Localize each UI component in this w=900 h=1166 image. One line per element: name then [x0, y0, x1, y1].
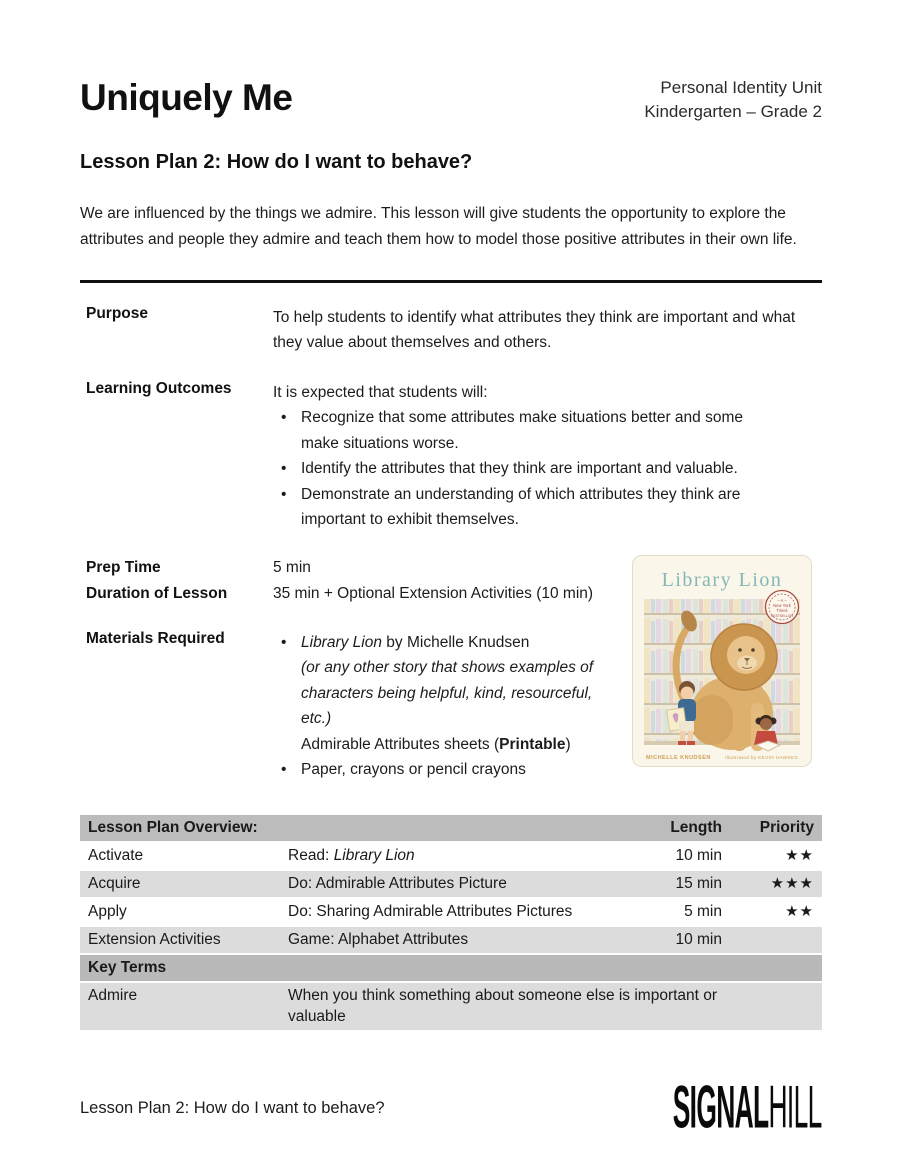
outcomes-intro: It is expected that students will: [273, 383, 488, 401]
priority-stars [730, 927, 822, 953]
page-header [80, 76, 822, 124]
book-cover-title: Library Lion [661, 568, 783, 591]
term-definition: When you think something about someone else is important or valuable [288, 987, 718, 1025]
purpose-label: Purpose [86, 304, 149, 322]
length-cell: 5 min [684, 903, 722, 920]
outcome-bullet: • Identify the attributes that they think are important and valuable. [273, 456, 773, 482]
duration-label: Duration of Lesson [86, 584, 228, 602]
term-name: Admire [88, 987, 138, 1004]
logo-signal: SIGNAL [673, 1074, 769, 1141]
signalhill-logo [673, 1074, 822, 1142]
svg-text:– A –: – A – [777, 597, 787, 603]
svg-text:New York: New York [773, 602, 791, 608]
learning-outcomes-section [80, 380, 822, 533]
table-row-acquire [80, 871, 822, 899]
book-illustrator: illustrated by KEVIN HAWKES [725, 755, 798, 761]
activity-cell: Acquire [88, 875, 141, 892]
description-cell: Do: Sharing Admirable Attributes Pictures [288, 903, 573, 920]
outcome-bullet: • Demonstrate an understanding of which attributes they think are important to exhibit themselves. [273, 482, 773, 533]
description-cell: Do: Admirable Attributes Picture [288, 875, 507, 892]
sheets-line: Admirable Attributes sheets (Printable) [301, 735, 571, 753]
table-row-apply [80, 899, 822, 927]
outcome-bullet: • Recognize that some attributes make situations better and some make situations worse. [273, 405, 773, 456]
activity-cell: Extension Activities [88, 931, 221, 948]
lesson-heading: Lesson Plan 2: How do I want to behave? [80, 151, 473, 173]
logo-hill: HILL [768, 1074, 822, 1141]
length-cell: 10 min [675, 931, 722, 948]
description-cell: Game: Alphabet Attributes [288, 931, 469, 948]
activity-cell: Apply [88, 903, 127, 920]
material-item-book: • Library Lion by Michelle Knudsen (or any other story that shows examples of characters being helpful, kind, resourceful, etc.) Admirable Attributes sheets (Printable) [273, 630, 618, 758]
prep-time-value: 5 min [273, 558, 311, 576]
prep-materials-section [80, 555, 822, 783]
lesson-overview-table [80, 815, 822, 1032]
term-row-admire [80, 983, 822, 1032]
table-header-priority: Priority [759, 819, 814, 836]
table-header-row [80, 815, 822, 843]
svg-text:BESTSELLER: BESTSELLER [771, 613, 793, 618]
table-row-extension [80, 927, 822, 955]
book-note: (or any other story that shows examples of characters being helpful, kind, resourceful, etc.) [301, 659, 594, 727]
prep-time-label: Prep Time [86, 558, 161, 576]
learning-outcomes-label: Learning Outcomes [86, 379, 232, 397]
key-terms-row [80, 955, 822, 983]
table-row-activate [80, 843, 822, 871]
svg-text:Times: Times [776, 607, 788, 613]
page-footer [80, 1074, 822, 1141]
duration-value: 35 min + Optional Extension Activities (10 min) [273, 584, 594, 602]
priority-stars: ★★ [785, 903, 814, 920]
grade-range: Kindergarten – Grade 2 [644, 102, 822, 121]
length-cell: 15 min [675, 875, 722, 892]
activity-cell: Activate [88, 847, 144, 864]
footer-title: Lesson Plan 2: How do I want to behave? [80, 1098, 385, 1117]
table-header-length: Length [670, 819, 722, 836]
book-title-text: Library Lion [301, 633, 382, 651]
materials-list [273, 630, 618, 783]
page-title: Uniquely Me [80, 77, 293, 118]
key-terms-label: Key Terms [88, 959, 167, 976]
bestseller-badge [766, 590, 799, 623]
outcomes-list [273, 405, 773, 533]
description-cell: Read: Library Lion [288, 847, 415, 864]
intro-paragraph: We are influenced by the things we admire. This lesson will give students the opportunity to explore the attributes and people they admire and teach them how to model those positive attributes in their own life. [80, 205, 797, 248]
length-cell: 10 min [675, 847, 722, 864]
unit-name: Personal Identity Unit [660, 78, 822, 97]
priority-stars: ★★★ [770, 875, 814, 892]
unit-info [644, 76, 822, 124]
purpose-text: To help students to identify what attributes they think are important and what they value about themselves and others. [273, 308, 796, 351]
materials-label: Materials Required [86, 629, 225, 647]
material-item-paper: • Paper, crayons or pencil crayons [273, 757, 618, 783]
purpose-section [80, 305, 822, 356]
book-author: MICHELLE KNUDSEN [646, 754, 711, 761]
table-header-title: Lesson Plan Overview: [88, 819, 258, 836]
priority-stars: ★★ [785, 847, 814, 864]
divider-rule [80, 280, 822, 283]
book-cover [632, 555, 812, 767]
